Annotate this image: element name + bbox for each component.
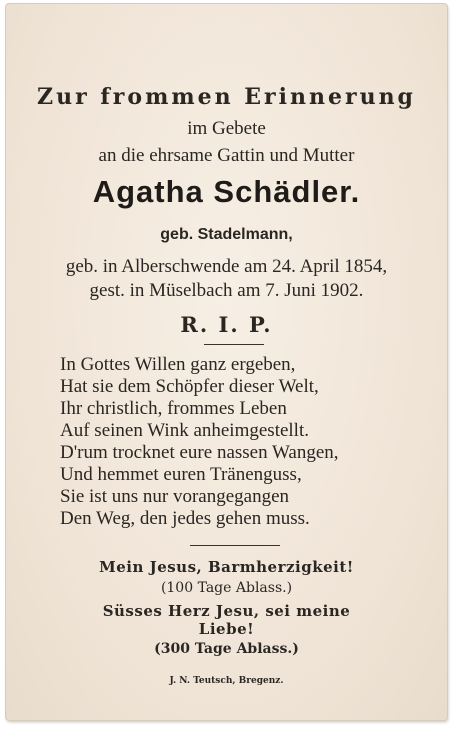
memorial-poem [60,354,430,530]
poem-line: Den Weg, den jedes gehen muss. [60,508,310,529]
line-prayer: im Gebete [187,118,266,139]
printer-imprint: J. N. Teutsch, Bregenz. [169,676,284,686]
indulgence-300: (300 Tage Ablass.) [154,641,299,657]
card-heading: Zur frommen Erinnerung [37,84,416,110]
prayer-sacred-heart-line1: Süsses Herz Jesu, sei meine [102,602,351,620]
divider-bottom [190,545,280,546]
birth-line: geb. in Alberschwende am 24. April 1854, [65,256,388,277]
indulgence-100: (100 Tage Ablass.) [160,580,293,596]
line-spouse: an die ehrsame Gattin und Mutter [98,145,355,166]
prayer-mercy: Mein Jesus, Barmherzigkeit! [99,558,354,576]
deceased-name: Agatha Schädler. [92,174,361,209]
rip-text: R. I. P. [180,312,273,337]
memorial-card [6,4,447,720]
poem-line: Auf seinen Wink anheimgestellt. [60,420,309,441]
poem-line: In Gottes Willen ganz ergeben, [60,354,296,375]
maiden-name: geb. Stadelmann, [160,226,293,243]
poem-line: D'rum trocknet eure nassen Wangen, [60,442,339,463]
prayer-sacred-heart-line2: Liebe! [198,620,255,638]
poem-line: Und hemmet euren Tränenguss, [60,464,302,485]
poem-line: Ihr christlich, frommes Leben [60,398,287,419]
poem-line: Sie ist uns nur vorangegangen [60,486,290,507]
poem-line: Hat sie dem Schöpfer dieser Welt, [60,376,319,397]
prayer-sacred-heart [6,602,447,638]
divider-top [204,344,264,345]
death-line: gest. in Müselbach am 7. Juni 1902. [89,280,364,301]
